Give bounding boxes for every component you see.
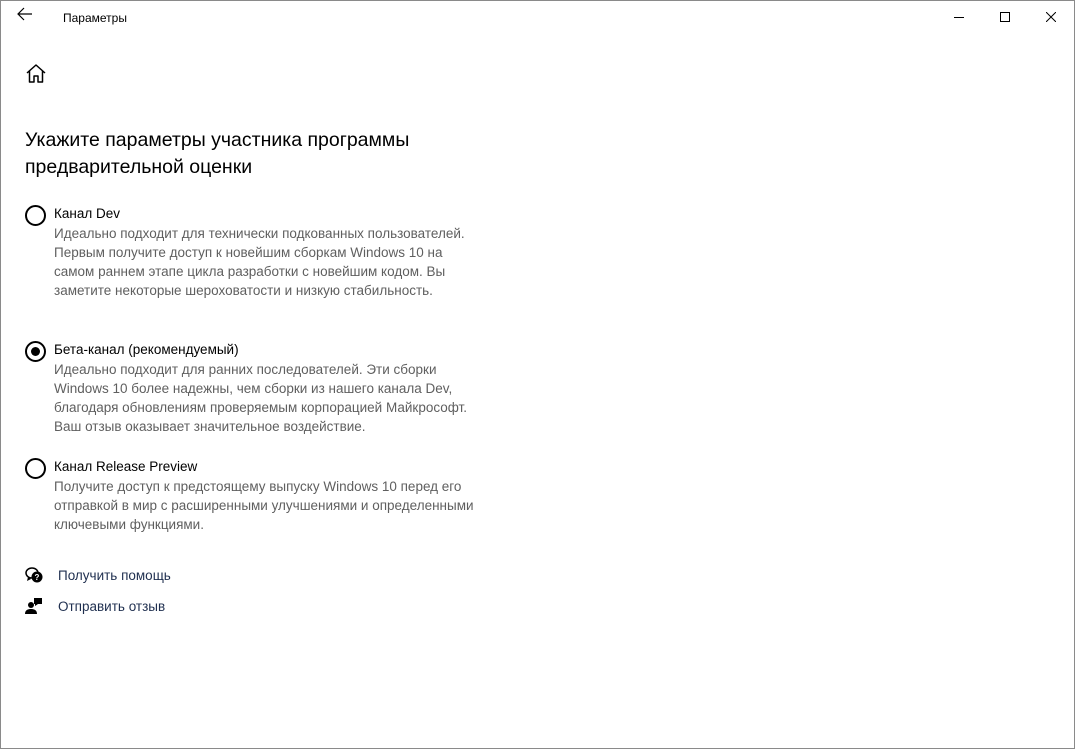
maximize-button[interactable]	[982, 1, 1028, 33]
minimize-icon	[954, 12, 964, 22]
option-description: Идеально подходит для ранних последователей. Эти сборки Windows 10 более надежны, чем сборки из нашего канала Dev, благодаря обновлениям проверяемым корпорацией Майкрософт. Ваш отзыв оказывает значительное воздействие.	[54, 362, 467, 434]
radio-beta-channel[interactable]	[25, 341, 46, 362]
arrow-left-icon	[17, 7, 33, 21]
close-icon	[1046, 12, 1056, 22]
option-description: Получите доступ к предстоящему выпуску Windows 10 перед его отправкой в мир с расширенными улучшениями и определенными ключевыми функциями.	[54, 479, 474, 532]
send-feedback-label[interactable]: Отправить отзыв	[58, 598, 166, 614]
get-help-link[interactable]	[25, 566, 171, 584]
home-icon	[25, 63, 47, 85]
home-button[interactable]	[25, 63, 47, 85]
send-feedback-link[interactable]	[25, 597, 165, 615]
feedback-icon	[25, 597, 43, 615]
option-label[interactable]: Бета-канал (рекомендуемый)	[54, 342, 239, 357]
radio-dev-channel[interactable]	[25, 205, 46, 226]
radio-release-preview-channel[interactable]	[25, 458, 46, 479]
option-label[interactable]: Канал Dev	[54, 206, 120, 221]
title-bar	[1, 1, 1074, 33]
maximize-icon	[1000, 12, 1010, 22]
help-chat-icon	[25, 566, 43, 584]
svg-text:?: ?	[34, 573, 40, 582]
option-label[interactable]: Канал Release Preview	[54, 459, 198, 474]
window-title: Параметры	[63, 11, 127, 25]
option-description: Идеально подходит для технически подкованных пользователей. Первым получите доступ к новейшим сборкам Windows 10 на самом раннем этапе цикла разработки с новейшим кодом. Вы заметите некоторые шероховатости и низкую стабильность.	[54, 226, 465, 298]
back-button[interactable]	[13, 7, 37, 27]
get-help-label[interactable]: Получить помощь	[58, 567, 171, 583]
page-title: Укажите параметры участника программы предварительной оценки	[25, 129, 410, 178]
minimize-button[interactable]	[936, 1, 982, 33]
close-button[interactable]	[1028, 1, 1074, 33]
